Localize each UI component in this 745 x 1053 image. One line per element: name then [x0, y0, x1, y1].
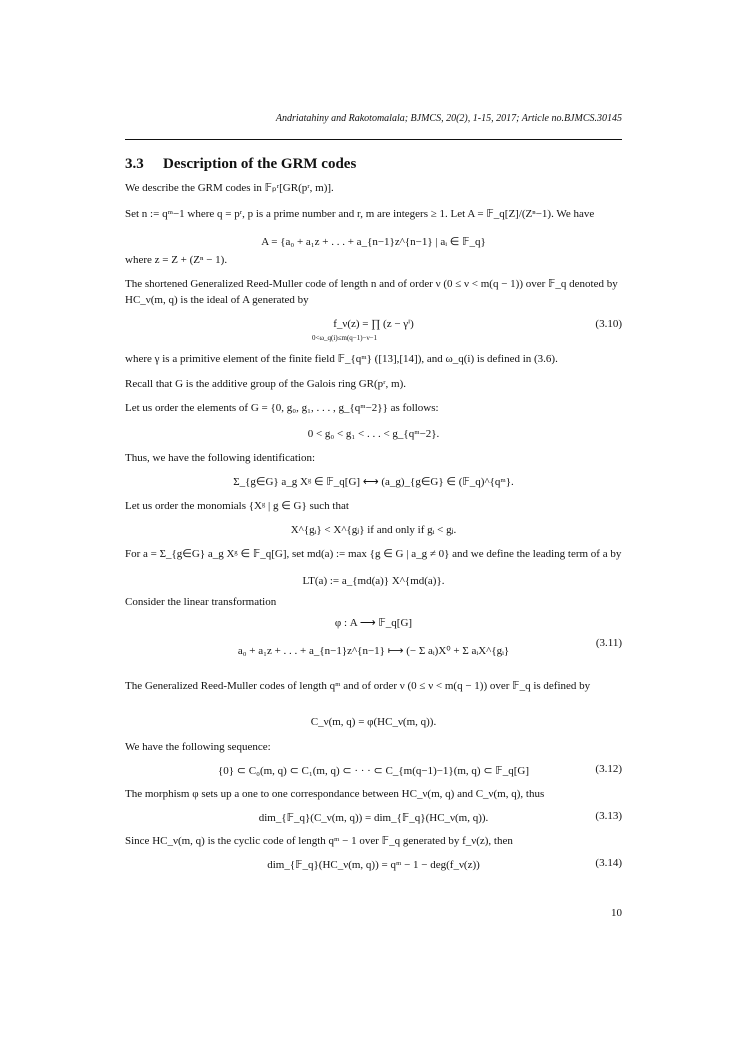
section-heading [125, 156, 356, 173]
paragraph: The shortened Generalized Reed-Muller code of length n and of order ν (0 ≤ ν < m(q − 1)) over 𝔽_q denoted by HC_ν(m, q) is the ideal of A generated by [125, 278, 618, 306]
paragraph: We describe the GRM codes in 𝔽ₚʳ[GR(pʳ, m)]. [125, 182, 334, 194]
equation-sequence: {0} ⊂ C₀(m, q) ⊂ C₁(m, q) ⊂ · · · ⊂ C_{m(q−1)−1}(m, q) ⊂ 𝔽_q[G] [218, 765, 529, 777]
product-index-range: 0<ω_q(i)≤m(q−1)−ν−1 [312, 334, 378, 342]
equation-order: 0 < g₀ < g₁ < . . . < g_{qᵐ−2}. [307, 428, 440, 440]
section-title: Description of the GRM codes [163, 156, 357, 172]
paragraph: where γ is a primitive element of the finite field 𝔽_{qᵐ} ([13],[14]), and ω_q(i) is defined in (3.6). [125, 353, 558, 365]
paragraph: The Generalized Reed-Muller codes of length qᵐ and of order ν (0 ≤ ν < m(q − 1)) over 𝔽_q is defined by [125, 680, 591, 692]
equation-dim1: dim_{𝔽_q}(C_ν(m, q)) = dim_{𝔽_q}(HC_ν(m, q)). [258, 812, 489, 824]
equation-dim2: dim_{𝔽_q}(HC_ν(m, q)) = qᵐ − 1 − deg(f_ν(z)) [267, 859, 480, 871]
paragraph: Let us order the elements of G = {0, g₀, g₁, . . . , g_{qᵐ−2}} as follows: [125, 402, 439, 414]
paragraph: Recall that G is the additive group of the Galois ring GR(pʳ, m). [125, 378, 406, 390]
equation-number: (3.12) [595, 763, 622, 775]
header-rule [125, 139, 622, 140]
paragraph: where z = Z + (Zⁿ − 1). [125, 254, 228, 266]
equation-identification: Σ_{g∈G} a_g Xᵍ ∈ 𝔽_q[G] ⟷ (a_g)_{g∈G} ∈ (𝔽_q)^{qᵐ}. [233, 476, 514, 488]
paragraph: The morphism φ sets up a one to one correspondance between HC_ν(m, q) and C_ν(m, q), thus [125, 788, 545, 800]
equation-number: (3.10) [595, 318, 622, 330]
section-number: 3.3 [125, 156, 144, 172]
running-head: Andriatahiny and Rakotomalala; BJMCS, 20(2), 1-15, 2017; Article no.BJMCS.30145 [275, 113, 622, 124]
page-number: 10 [611, 907, 622, 919]
paragraph: For a = Σ_{g∈G} a_g Xᵍ ∈ 𝔽_q[G], set md(a) := max {g ∈ G | a_g ≠ 0} and we define the leading term of a by [125, 548, 622, 560]
equation-phi-def: a₀ + a₁z + . . . + a_{n−1}z^{n−1} ⟼ (− Σ aᵢ)X⁰ + Σ aᵢX^{gᵢ} [237, 645, 510, 657]
equation-number: (3.11) [595, 637, 622, 649]
paragraph: Thus, we have the following identification: [125, 452, 316, 464]
equation-C: C_ν(m, q) = φ(HC_ν(m, q)). [310, 716, 437, 728]
paragraph: We have the following sequence: [125, 741, 271, 753]
equation-leading-term: LT(a) := a_{md(a)} X^{md(a)}. [302, 575, 445, 587]
paragraph: Consider the linear transformation [125, 596, 277, 608]
equation-f: f_ν(z) = ∏ (z − γⁱ) [333, 318, 414, 330]
equation-number: (3.13) [595, 810, 622, 822]
equation-monomial-order: X^{gᵢ} < X^{gⱼ} if and only if gᵢ < gⱼ. [290, 524, 457, 536]
paragraph: Let us order the monomials {Xᵍ | g ∈ G} such that [125, 500, 349, 512]
paragraph: Set n := qᵐ−1 where q = pʳ, p is a prime number and r, m are integers ≥ 1. Let A = 𝔽_q[Z]/(Zⁿ−1). We have [125, 208, 595, 220]
equation-phi-map: φ : A ⟶ 𝔽_q[G] [334, 617, 413, 629]
equation-A: A = {a₀ + a₁z + . . . + a_{n−1}z^{n−1} | aᵢ ∈ 𝔽_q} [261, 236, 486, 248]
equation-number: (3.14) [595, 857, 622, 869]
paragraph: Since HC_ν(m, q) is the cyclic code of length qᵐ − 1 over 𝔽_q generated by f_ν(z), then [125, 835, 513, 847]
